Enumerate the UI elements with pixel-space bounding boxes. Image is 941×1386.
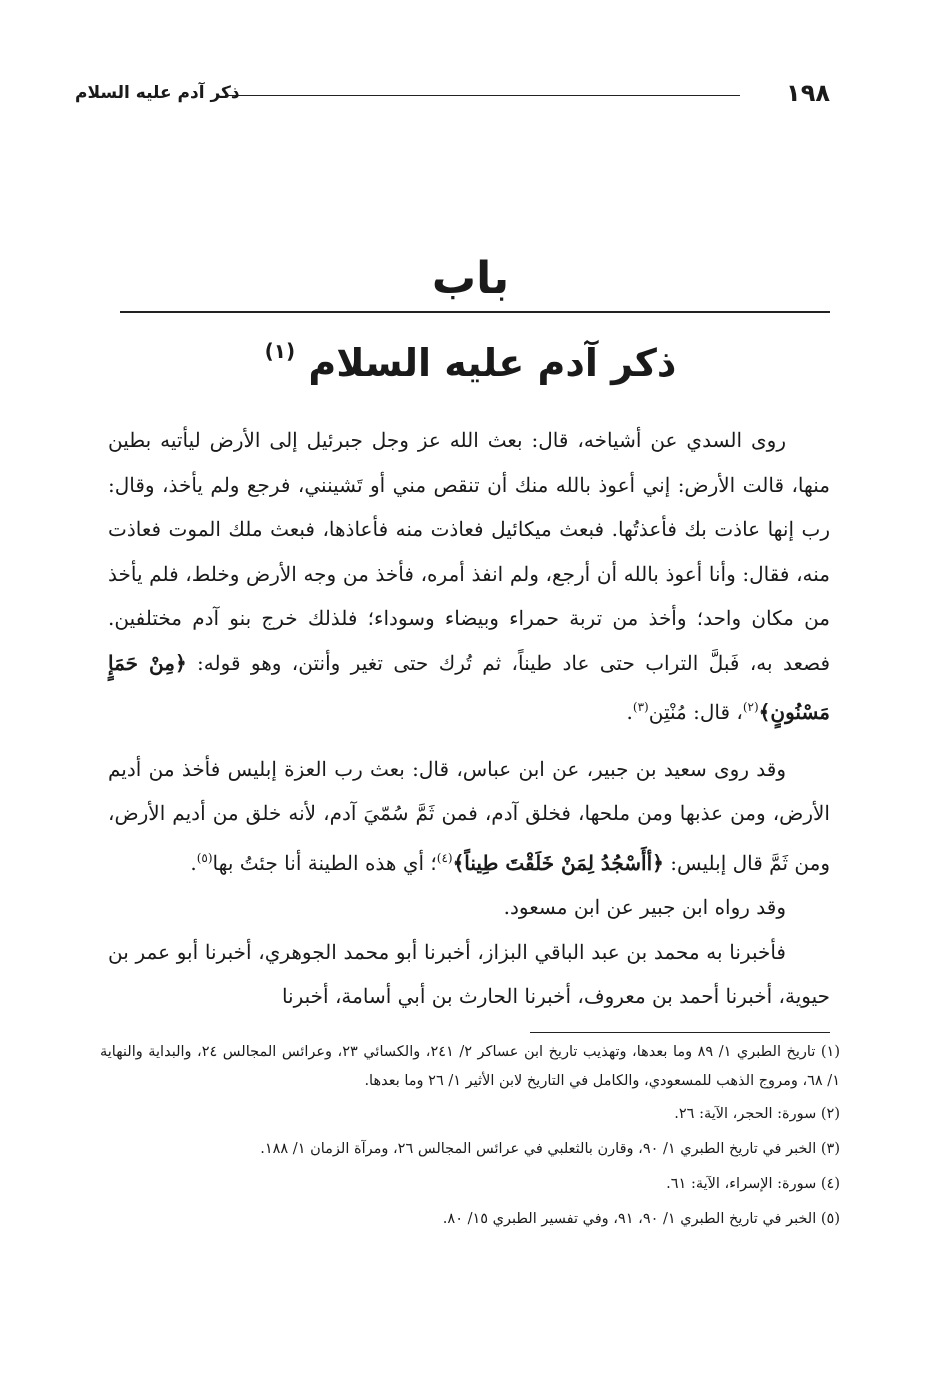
- footnote-ref-5: (٥): [196, 850, 213, 865]
- chapter-title: [0, 318, 941, 396]
- quran-quote-2: ﴿أأَسْجُدُ لِمَنْ خَلَقْتَ طِيناً﴾: [452, 850, 664, 875]
- footnotes: [100, 1038, 840, 1240]
- paragraph-2-text-a: وقد روى سعيد بن جبير، عن ابن عباس، قال: بعث رب العزة إبليس فأخذ من أديم الأرض، ومن عذبها ومن ملحها، فخلق آدم، فمن ثَمَّ سُمّيَ آدم، لأنه خلق من أديم الأرض، ومن ثَمَّ قال إبليس:: [108, 756, 830, 875]
- body-text: [108, 418, 830, 1019]
- footnote-ref-2: (٢): [742, 700, 759, 714]
- running-title: ذكر آدم عليه السلام: [75, 83, 240, 103]
- footnote-2: (٢) سورة: الحجر، الآية: ٢٦.: [674, 1106, 840, 1122]
- chapter-title-footnote-ref: (١): [264, 339, 296, 363]
- paragraph-4: فأخبرنا به محمد بن عبد الباقي البزاز، أخبرنا أبو محمد الجوهري، أخبرنا أبو عمر بن حيوية، أخبرنا أحمد بن معروف، أخبرنا الحارث بن أبي أسامة، أخبرنا: [108, 939, 830, 1008]
- paragraph-1-text-b: ، قال: مُنْتِن: [648, 700, 743, 724]
- chapter-label: باب: [431, 253, 510, 304]
- header-rule: [225, 95, 740, 96]
- footnote-1: (١) تاريخ الطبري ١/ ٨٩ وما بعدها، وتهذيب تاريخ ابن عساكر ٢/ ٢٤١، والكسائي ٢٣، وعرائس المجالس ٢٤، والبداية والنهاية ١/ ٦٨، ومروج الذهب للمسعودي، والكامل في التاريخ لابن الأثير ١/ ٢٦ وما بعدها.: [100, 1044, 840, 1089]
- paragraph-2: [108, 747, 830, 886]
- paragraph-2-text-b: ؛ أي هذه الطينة أنا جئتُ بها: [212, 850, 437, 875]
- title-rule: [120, 311, 830, 313]
- footnote-rule: [530, 1032, 830, 1033]
- footnote-5: (٥) الخبر في تاريخ الطبري ١/ ٩٠، ٩١، وفي تفسير الطبري ١٥/ ٨٠.: [442, 1211, 840, 1227]
- paragraph-3: وقد رواه ابن جبير عن ابن مسعود.: [503, 895, 786, 919]
- paragraph-1: [108, 418, 830, 735]
- quran-quote-1: ﴿مِنْ حَمَإٍ مَسْنُونٍ﴾: [108, 650, 830, 724]
- page-number: ١٩٨: [786, 79, 830, 107]
- paragraph-1-text-a: روى السدي عن أشياخه، قال: بعث الله عز وجل جبرئيل إلى الأرض ليأتيه بطين منها، قالت الأرض: إني أعوذ بالله منك أن تنقص مني أو تَشينني، فرجع ولم يأخذ، وقال: رب إنها عاذت بك فأعذتُها. فبعث ميكائيل فعاذت منه فأعاذها، فبعث ملك الموت فعاذت منه، فقال: وأنا أعوذ بالله أن أرجع، ولم انفذ أمره، فأخذ من وجه الأرض وخلط، فلم يأخذ من مكان واحد؛ وأخذ من تربة حمراء وبيضاء وسوداء؛ فلذلك خرج بنو آدم مختلفين. فصعد به، فَبلَّ التراب حتى عاد طيناً، ثم تُرك حتى تغير وأنتن، وهو قوله:: [108, 428, 831, 675]
- footnote-ref-3: (٣): [632, 700, 649, 714]
- footnote-4: (٤) سورة: الإسراء، الآية: ٦١.: [666, 1176, 840, 1192]
- running-header: [75, 78, 830, 118]
- footnote-ref-4: (٤): [436, 850, 453, 865]
- paragraph-2-text-c: .: [190, 850, 197, 875]
- footnote-3: (٣) الخبر في تاريخ الطبري ١/ ٩٠، وقارن بالثعلبي في عرائس المجالس ٢٦، ومرآة الزمان ١/ ١٨٨.: [260, 1141, 840, 1157]
- paragraph-1-text-c: .: [626, 700, 633, 724]
- chapter-title-text: ذكر آدم عليه السلام: [308, 341, 677, 385]
